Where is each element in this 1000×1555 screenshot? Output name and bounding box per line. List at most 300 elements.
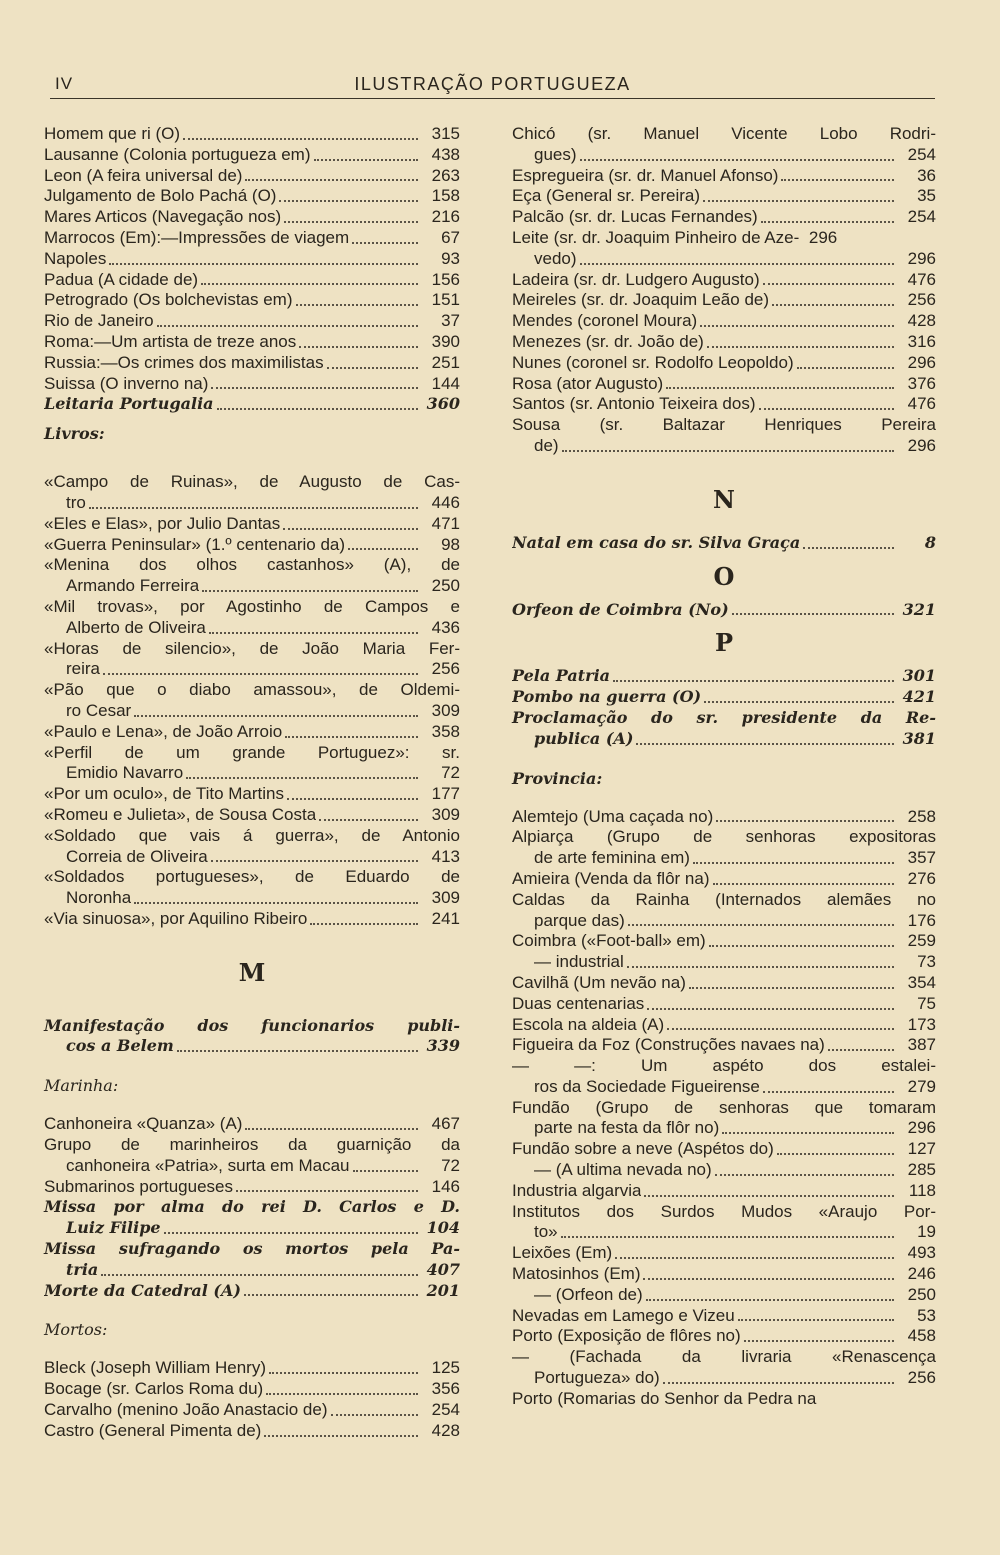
page-ref: 387 — [907, 1035, 936, 1055]
dot-leader — [245, 1128, 418, 1130]
entry-text: Rio de Janeiro — [44, 311, 154, 331]
page-ref: 376 — [907, 373, 936, 393]
dot-leader — [777, 1153, 894, 1155]
dot-leader — [707, 346, 894, 348]
entry-text: ros da Sociedade Figueirense — [534, 1076, 760, 1096]
spacer — [512, 515, 936, 533]
index-entry-line: Institutos dos Surdos Mudos «Araujo Por- — [512, 1201, 936, 1221]
section-letter: O — [713, 561, 735, 591]
index-entry-line: Alpiarça (Grupo de senhoras expositoras — [512, 827, 936, 847]
entry-text: Orfeon de Coimbra (No) — [512, 599, 729, 619]
dot-leader — [177, 1050, 418, 1052]
page-ref: 339 — [426, 1036, 460, 1056]
page-ref: 296 — [907, 1118, 936, 1138]
entry-text: Submarinos portugueses — [44, 1176, 234, 1196]
entry-text: Carvalho (menino João Anastacio de) — [44, 1400, 328, 1420]
entry-text: reira — [66, 659, 101, 679]
page-ref: 241 — [431, 908, 460, 928]
dot-leader — [713, 883, 895, 885]
entry-text: Nunes (coronel sr. Rodolfo Leopoldo) — [512, 352, 794, 372]
index-entry — [512, 374, 936, 395]
page-ref: 263 — [431, 165, 460, 185]
page-ref: 144 — [431, 373, 460, 393]
dot-leader — [134, 715, 418, 717]
entry-text: cos a Belem — [66, 1036, 174, 1056]
page-ref: 309 — [431, 888, 460, 908]
index-entry — [512, 353, 936, 374]
entry-text: gues) — [534, 144, 577, 164]
page-ref: 476 — [907, 394, 936, 414]
publication-title: ILUSTRAÇÃO PORTUGUEZA — [354, 74, 631, 94]
dot-leader — [666, 387, 894, 389]
page-ref: 177 — [431, 784, 460, 804]
index-entry-line: Missa sufragando os mortos pela Pa- — [44, 1239, 460, 1259]
entry-text: Noronha — [66, 888, 132, 908]
right-column — [512, 124, 936, 1410]
entry-text: parte na festa da flôr no) — [534, 1118, 720, 1138]
dot-leader — [663, 1382, 894, 1384]
index-entry — [512, 311, 936, 332]
index-entry — [512, 911, 936, 932]
entry-text: Marrocos (Em):—Impressões de viagem — [44, 227, 350, 247]
dot-leader — [89, 507, 418, 509]
dot-leader — [744, 1340, 894, 1342]
section-heading: Livros: — [44, 424, 105, 444]
index-entry — [44, 1036, 460, 1057]
dot-leader — [134, 902, 418, 904]
spacer — [44, 1301, 460, 1319]
entry-text: Padua (A cidade de) — [44, 269, 199, 289]
section-heading: Marinha: — [44, 1076, 119, 1096]
spacer — [44, 1096, 460, 1114]
dot-leader — [299, 346, 418, 348]
dot-leader — [279, 200, 418, 202]
dot-leader — [644, 1195, 894, 1197]
entry-text: de) — [534, 435, 559, 455]
dot-leader — [643, 1278, 894, 1280]
entry-text: Ladeira (sr. dr. Ludgero Augusto) — [512, 269, 760, 289]
page-ref: 98 — [441, 534, 460, 554]
section-letter: M — [238, 957, 266, 987]
index-entry-line: «Soldados portugueses», de Eduardo de — [44, 867, 460, 887]
index-entry — [44, 1156, 460, 1177]
index-entry — [512, 1160, 936, 1181]
index-entry — [44, 1421, 460, 1442]
entry-text: «Eles e Elas», por Julio Dantas — [44, 513, 281, 533]
page-ref: 158 — [431, 186, 460, 206]
entry-text: — (Orfeon de) — [534, 1284, 643, 1304]
index-entry — [44, 207, 460, 228]
entry-text: Mendes (coronel Moura) — [512, 311, 698, 331]
index-entry — [44, 1379, 460, 1400]
dot-leader — [709, 945, 894, 947]
dot-leader — [103, 673, 418, 675]
index-entry — [44, 1218, 460, 1239]
entry-text: Coimbra («Foot-ball» em) — [512, 931, 706, 951]
dot-leader — [763, 283, 894, 285]
index-entry — [44, 124, 460, 145]
dot-leader — [613, 680, 894, 682]
entry-text: Eça (General sr. Pereira) — [512, 186, 701, 206]
dot-leader — [296, 304, 419, 306]
index-entry — [512, 1015, 936, 1036]
entry-text: Nevadas em Lamego e Vizeu — [512, 1305, 735, 1325]
index-entry — [44, 576, 460, 597]
dot-leader — [202, 590, 418, 592]
spacer — [44, 930, 460, 958]
entry-text: Matosinhos (Em) — [512, 1264, 641, 1284]
index-entry — [512, 807, 936, 828]
dot-leader — [245, 179, 418, 181]
dot-leader — [186, 777, 418, 779]
page-ref: 256 — [907, 1368, 936, 1388]
dot-leader — [580, 263, 894, 265]
page-ref: 254 — [907, 207, 936, 227]
page-ref: 296 — [907, 352, 936, 372]
page-ref: 357 — [907, 848, 936, 868]
index-entry — [44, 909, 460, 930]
index-entry — [512, 394, 936, 415]
index-entry — [512, 1118, 936, 1139]
section-letter: P — [714, 628, 734, 658]
index-entry — [512, 1326, 936, 1347]
entry-text: «Por um oculo», de Tito Martins — [44, 784, 285, 804]
index-entry-line: — (Fachada da livraria «Renascença — [512, 1347, 936, 1367]
dot-leader — [732, 613, 894, 615]
index-entry — [512, 166, 936, 187]
index-entry — [512, 1285, 936, 1306]
page-ref: 458 — [907, 1326, 936, 1346]
dot-leader — [803, 547, 894, 549]
entry-text: Amieira (Venda da flôr na) — [512, 868, 710, 888]
index-entry-line: Porto (Romarias do Senhor da Pedra na — [512, 1388, 817, 1408]
page-ref: 258 — [907, 806, 936, 826]
spacer — [44, 988, 460, 1016]
index-entry — [512, 1243, 936, 1264]
index-entry-line: Chicó (sr. Manuel Vicente Lobo Rodri- — [512, 124, 936, 143]
page-ref: 321 — [902, 599, 936, 619]
entry-text: Alberto de Oliveira — [66, 617, 206, 637]
dot-leader — [209, 632, 418, 634]
index-entry-line: «Pão que o diabo amassou», de Oldemi- — [44, 680, 460, 700]
index-entry — [44, 888, 460, 909]
dot-leader — [183, 138, 418, 140]
dot-leader — [236, 1190, 418, 1192]
entry-text: vedo) — [534, 248, 577, 268]
index-entry-line: «Mil trovas», por Agostinho de Campos e — [44, 596, 460, 616]
index-entry — [44, 847, 460, 868]
index-entry-line: «Menina dos olhos castanhos» (A), de — [44, 555, 460, 575]
page-ref: 201 — [426, 1280, 460, 1300]
entry-text: «Via sinuosa», por Aquilino Ribeiro — [44, 908, 308, 928]
page-ref: 390 — [431, 331, 460, 351]
index-entry — [44, 290, 460, 311]
dot-leader — [703, 200, 894, 202]
page-ref: 176 — [907, 910, 936, 930]
index-entry — [44, 270, 460, 291]
page-header — [50, 72, 935, 99]
page-ref: 360 — [426, 394, 460, 414]
dot-leader — [693, 862, 894, 864]
index-entry — [512, 186, 936, 207]
index-entry — [44, 763, 460, 784]
spacer — [44, 415, 460, 423]
index-entry — [512, 436, 936, 457]
page-ref: 216 — [431, 207, 460, 227]
dot-leader — [217, 408, 418, 410]
dot-leader — [828, 1049, 894, 1051]
entry-text: ro Cesar — [66, 700, 132, 720]
section-letter: N — [713, 484, 735, 514]
index-entry — [512, 270, 936, 291]
dot-leader — [580, 159, 894, 161]
index-entry — [512, 290, 936, 311]
entry-text: Russia:—Os crimes dos maximilistas — [44, 352, 324, 372]
index-entry — [44, 145, 460, 166]
dot-leader — [157, 325, 418, 327]
index-entry-line: «Soldado que vais á guerra», de Antonio — [44, 825, 460, 845]
page-ref: 93 — [441, 248, 460, 268]
index-entry — [44, 332, 460, 353]
entry-text: Leitaria Portugalia — [44, 394, 214, 414]
entry-text: Mares Articos (Navegação nos) — [44, 207, 282, 227]
spacer — [44, 1057, 460, 1075]
dot-leader — [700, 325, 894, 327]
entry-text: Industria algarvia — [512, 1180, 642, 1200]
entry-text: parque das) — [534, 910, 625, 930]
page-ref: 19 — [917, 1222, 936, 1242]
index-entry — [44, 1260, 460, 1281]
index-entry — [512, 249, 936, 270]
dot-leader — [266, 1393, 418, 1395]
entry-text: Leite (sr. dr. Joaquim Pinheiro de Aze- — [512, 227, 800, 247]
dot-leader — [797, 367, 894, 369]
page-ref: 316 — [907, 331, 936, 351]
page-ref: 173 — [907, 1014, 936, 1034]
index-entry — [512, 687, 936, 708]
page-ref: 156 — [431, 269, 460, 289]
index-entry-line: — —: Um aspéto dos estalei- — [512, 1056, 936, 1076]
page-ref: 493 — [907, 1243, 936, 1263]
index-entry-line — [512, 228, 936, 249]
dot-leader — [269, 1372, 418, 1374]
page-ref: 8 — [924, 532, 936, 552]
index-entry-line: «Perfil de um grande Portuguez»: sr. — [44, 742, 460, 762]
page-ref: 254 — [907, 144, 936, 164]
entry-text: Menezes (sr. dr. João de) — [512, 331, 704, 351]
page-ref: 276 — [907, 868, 936, 888]
index-entry — [44, 1358, 460, 1379]
entry-text: Emidio Navarro — [66, 763, 184, 783]
entry-text: Homem que ri (O) — [44, 124, 181, 143]
index-entry — [512, 729, 936, 750]
entry-text: Roma:—Um artista de treze anos — [44, 331, 297, 351]
dot-leader — [285, 736, 418, 738]
index-entry — [512, 207, 936, 228]
index-entry — [44, 514, 460, 535]
dot-leader — [715, 1174, 894, 1176]
page-ref: 118 — [908, 1180, 936, 1200]
dot-leader — [353, 1170, 419, 1172]
page-ref: 301 — [902, 666, 936, 686]
page-ref: 438 — [431, 144, 460, 164]
spacer — [512, 750, 936, 768]
dot-leader — [244, 1294, 418, 1296]
entry-text: Duas centenarias — [512, 993, 645, 1013]
index-entry — [44, 701, 460, 722]
entry-text: Fundão sobre a neve (Aspétos do) — [512, 1139, 774, 1159]
page-ref: 72 — [441, 763, 460, 783]
entry-text: Espregueira (sr. dr. Manuel Afonso) — [512, 165, 779, 185]
index-entry-line: «Campo de Ruinas», de Augusto de Cas- — [44, 472, 460, 492]
page-ref: 315 — [431, 124, 460, 143]
dot-leader — [615, 1257, 894, 1259]
entry-text: Correia de Oliveira — [66, 846, 208, 866]
page-ref: 296 — [907, 248, 936, 268]
dot-leader — [628, 924, 894, 926]
entry-text: to» — [534, 1222, 558, 1242]
index-entry — [512, 869, 936, 890]
index-entry — [44, 186, 460, 207]
entry-text: Julgamento de Bolo Pachá (O) — [44, 186, 277, 206]
index-entry — [44, 659, 460, 680]
index-entry — [512, 848, 936, 869]
index-entry-line: Caldas da Rainha (Internados alemães no — [512, 889, 936, 909]
page-ref: 256 — [431, 659, 460, 679]
dot-leader — [164, 1232, 418, 1234]
dot-leader — [211, 387, 418, 389]
dot-leader — [201, 283, 418, 285]
dot-leader — [562, 450, 894, 452]
entry-text: canhoneira «Patria», surta em Macau — [66, 1155, 350, 1175]
page-ref: 256 — [907, 290, 936, 310]
page-ref: 72 — [441, 1155, 460, 1175]
entry-text: «Guerra Peninsular» (1.º centenario da) — [44, 534, 346, 554]
page-ref: 428 — [907, 311, 936, 331]
page-ref: 309 — [431, 804, 460, 824]
index-entry — [512, 1264, 936, 1285]
entry-text: tro — [66, 492, 86, 512]
dot-leader — [763, 1091, 894, 1093]
page-ref: 296 — [907, 435, 936, 455]
entry-text: Bocage (sr. Carlos Roma du) — [44, 1379, 264, 1399]
entry-text: Pombo na guerra (O) — [512, 687, 702, 707]
index-entry — [512, 1077, 936, 1098]
page-ref: 127 — [907, 1139, 936, 1159]
spacer — [512, 457, 936, 485]
index-entry — [512, 973, 936, 994]
index-entry — [44, 228, 460, 249]
index-entry-line: Grupo de marinheiros da guarnição da — [44, 1135, 460, 1155]
page-ref: 467 — [431, 1114, 460, 1134]
dot-leader — [264, 1435, 418, 1437]
spacer — [512, 592, 936, 600]
entry-text: Leon (A feira universal de) — [44, 165, 243, 185]
page-ref: 35 — [917, 186, 936, 206]
index-entry — [44, 722, 460, 743]
dot-leader — [647, 1008, 894, 1010]
index-entry — [512, 1139, 936, 1160]
dot-leader — [738, 1319, 894, 1321]
entry-text: Bleck (Joseph William Henry) — [44, 1358, 266, 1378]
index-entry — [44, 249, 460, 270]
page-ref: 37 — [441, 311, 460, 331]
entry-text: Petrogrado (Os bolchevistas em) — [44, 290, 293, 310]
spacer — [512, 620, 936, 628]
dot-leader — [561, 1236, 894, 1238]
page-ref: 75 — [917, 993, 936, 1013]
entry-text: Castro (General Pimenta de) — [44, 1420, 262, 1440]
entry-text: «Romeu e Julieta», de Sousa Costa — [44, 804, 317, 824]
page-ref: 53 — [917, 1305, 936, 1325]
entry-text: Leixões (Em) — [512, 1243, 613, 1263]
page-ref: 151 — [431, 290, 460, 310]
index-entry — [512, 666, 936, 687]
entry-text: Suissa (O inverno na) — [44, 373, 209, 393]
index-entry — [44, 618, 460, 639]
index-entry — [44, 1400, 460, 1421]
page-ref: 446 — [431, 492, 460, 512]
entry-text: Morte da Catedral (A) — [44, 1280, 241, 1300]
dot-leader — [101, 1274, 418, 1276]
index-entry — [44, 374, 460, 395]
page-ref: 285 — [907, 1160, 936, 1180]
dot-leader — [646, 1299, 894, 1301]
dot-leader — [689, 987, 894, 989]
entry-text: — industrial — [534, 952, 624, 972]
spacer — [44, 1340, 460, 1358]
index-entry — [512, 145, 936, 166]
index-entry — [44, 805, 460, 826]
page-ref: 413 — [431, 846, 460, 866]
entry-text: Luiz Filipe — [66, 1218, 161, 1238]
index-entry-line: Fundão (Grupo de senhoras que tomaram — [512, 1097, 936, 1117]
page-ref: 251 — [431, 352, 460, 372]
entry-text: Canhoneira «Quanza» (A) — [44, 1114, 243, 1134]
dot-leader — [761, 221, 894, 223]
index-entry — [512, 533, 936, 554]
entry-text: Napoles — [44, 248, 107, 268]
dot-leader — [327, 367, 418, 369]
dot-leader — [284, 221, 418, 223]
dot-leader — [287, 798, 418, 800]
index-entry — [44, 353, 460, 374]
page-ref: 246 — [907, 1264, 936, 1284]
entry-text: Alemtejo (Uma caçada no) — [512, 806, 714, 826]
index-entry — [44, 394, 460, 415]
page-ref: 104 — [426, 1218, 460, 1238]
entry-text: publica (A) — [534, 728, 634, 748]
page-ref: 381 — [902, 728, 936, 748]
page-ref: 428 — [431, 1420, 460, 1440]
spacer — [512, 658, 936, 666]
entry-text: — (A ultima nevada no) — [534, 1160, 712, 1180]
entry-text: Meireles (sr. dr. Joaquim Leão de) — [512, 290, 770, 310]
page-ref: 279 — [907, 1076, 936, 1096]
dot-leader — [636, 743, 894, 745]
entry-text: Palcão (sr. dr. Lucas Fernandes) — [512, 207, 758, 227]
page-ref: 250 — [907, 1284, 936, 1304]
section-heading: Provincia: — [512, 768, 603, 788]
dot-leader — [772, 304, 894, 306]
entry-text: de arte feminina em) — [534, 848, 690, 868]
spacer — [512, 789, 936, 807]
page-ref: 354 — [907, 972, 936, 992]
entry-text: Santos (sr. Antonio Teixeira dos) — [512, 394, 756, 414]
index-entry — [512, 1222, 936, 1243]
dot-leader — [759, 408, 895, 410]
index-entry — [44, 1114, 460, 1135]
